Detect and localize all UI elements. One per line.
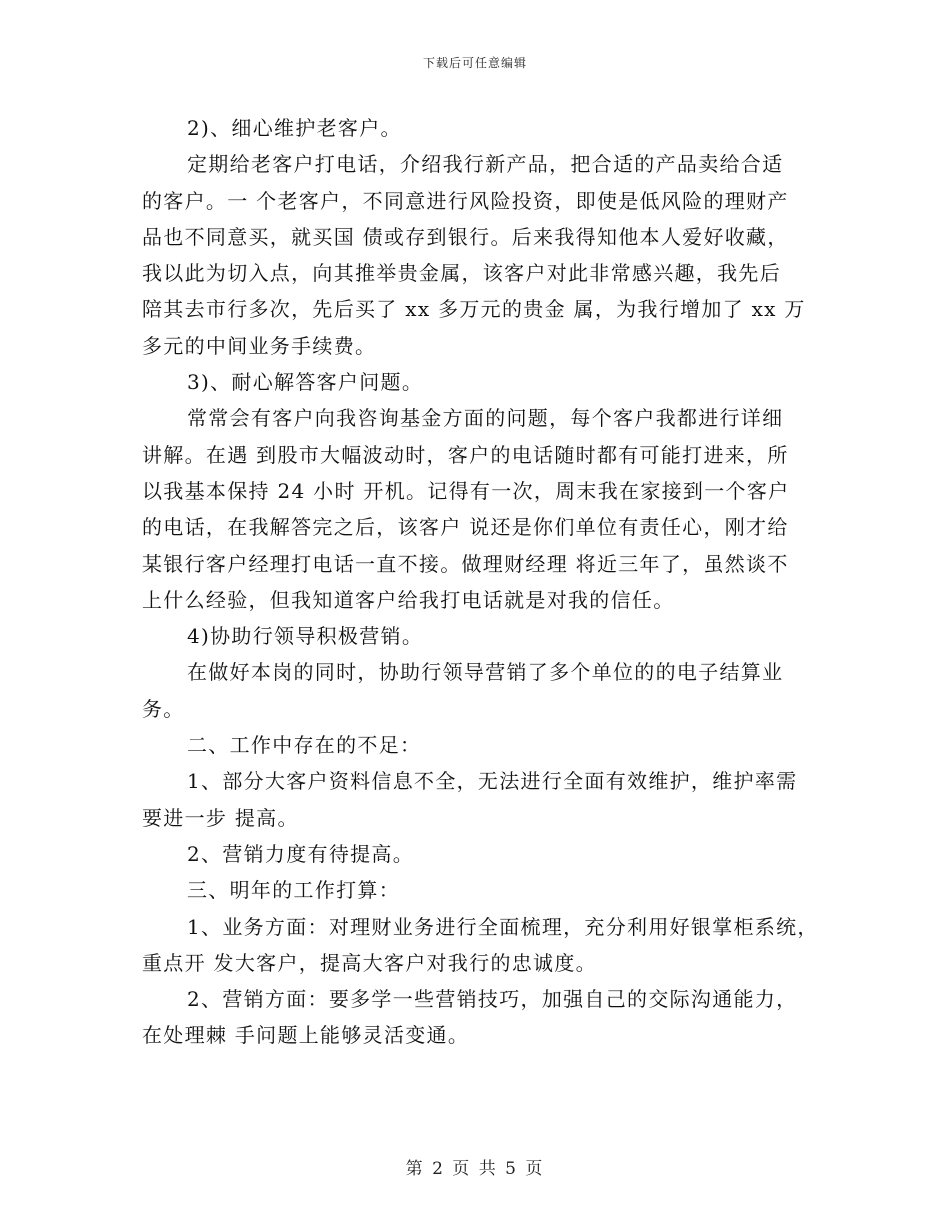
paragraph-line: 3)、耐心解答客户问题。 xyxy=(187,370,424,395)
paragraph-line: 的客户。一 个老客户，不同意进行风险投资，即使是低风险的理财产 xyxy=(142,188,789,213)
paragraph-line: 2、营销方面：要多学一些营销技巧，加强自己的交际沟通能力， xyxy=(187,987,798,1012)
paragraph-line: 多元的中间业务手续费。 xyxy=(142,333,377,358)
paragraph-line: 重点开 发大客户，提高大客户对我行的忠诚度。 xyxy=(142,950,597,975)
paragraph-line: 我以此为切入点，向其推举贵金属，该客户对此非常感兴趣，我先后 xyxy=(142,261,781,286)
paragraph-line: 1、部分大客户资料信息不全，无法进行全面有效维护，维护率需 xyxy=(187,769,798,794)
paragraph-line: 品也不同意买，就买国 债或存到银行。后来我得知他本人爱好收藏， xyxy=(142,224,789,249)
paragraph-line: 某银行客户经理打电话一直不接。做理财经理 将近三年了，虽然谈不 xyxy=(142,551,789,576)
paragraph-line: 上什么经验，但我知道客户给我打电话就是对我的信任。 xyxy=(142,587,675,612)
paragraph-line: 要进一步 提高。 xyxy=(142,805,299,830)
section-heading: 二、工作中存在的不足： xyxy=(187,733,422,758)
paragraph-line: 务。 xyxy=(142,696,185,721)
paragraph-line: 在做好本岗的同时，协助行领导营销了多个单位的的电子结算业 xyxy=(187,660,784,685)
page-number: 第 2 页 共 5 页 xyxy=(405,1159,545,1179)
paragraph-line: 4)协助行领导积极营销。 xyxy=(187,624,424,649)
page-header: 下载后可任意编辑 xyxy=(422,56,527,70)
paragraph-line: 以我基本保持 24 小时 开机。记得有一次，周末我在家接到一个客户 xyxy=(142,478,790,503)
paragraph-line: 的电话，在我解答完之后，该客户 说还是你们单位有责任心，刚才给 xyxy=(142,515,789,540)
paragraph-line: 讲解。在遇 到股市大幅波动时，客户的电话随时都有可能打进来，所 xyxy=(142,442,789,467)
paragraph-line: 常常会有客户向我咨询基金方面的问题，每个客户我都进行详细 xyxy=(187,406,784,431)
paragraph-line: 定期给老客户打电话，介绍我行新产品，把合适的产品卖给合适 xyxy=(187,152,784,177)
paragraph-line: 2)、细心维护老客户。 xyxy=(187,116,402,140)
paragraph-line: 陪其去市行多次，先后买了 xx 多万元的贵金 属，为我行增加了 xx 万 xyxy=(142,297,806,322)
section-heading: 三、明年的工作打算： xyxy=(187,878,400,903)
paragraph-line: 2、营销力度有待提高。 xyxy=(187,841,415,866)
document-body xyxy=(142,110,819,1054)
paragraph-line: 在处理棘 手问题上能够灵活变通。 xyxy=(142,1023,470,1048)
paragraph-line: 1、业务方面：对理财业务进行全面梳理，充分利用好银掌柜系统， xyxy=(187,914,819,939)
